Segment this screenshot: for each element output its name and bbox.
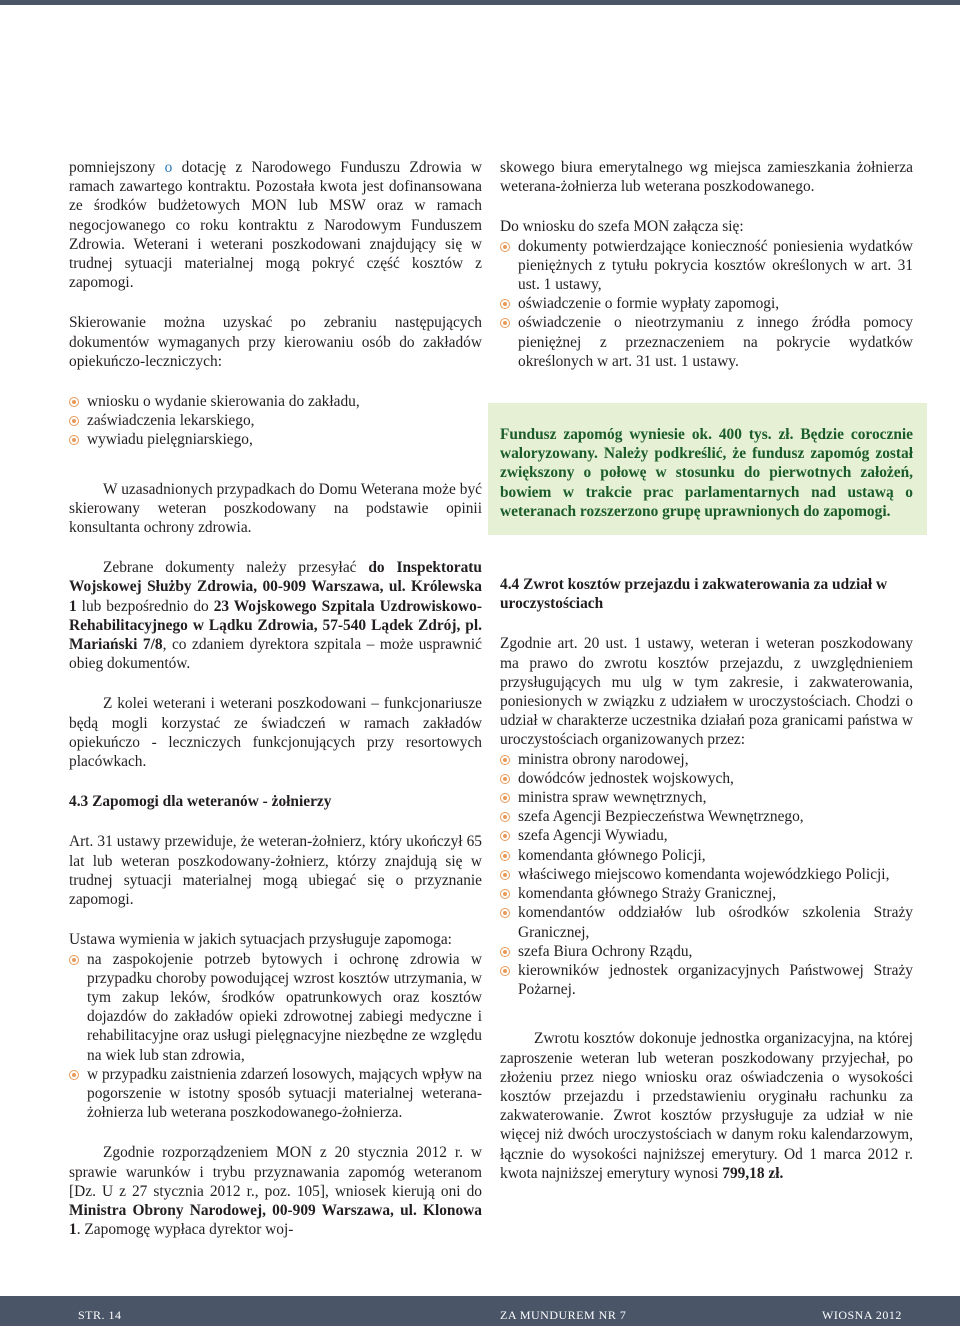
paragraph-referral: Skierowanie można uzyskać po zebraniu następujących dokumentów wymaganych przy kierowaniu osób do zakładów opiekuńczo-leczniczych:	[69, 314, 482, 370]
list-item: właściwego miejscowo komendanta wojewódzkiego Policji,	[500, 865, 913, 884]
paragraph-art-31: Art. 31 ustawy przewiduje, że weteran-żołnierz, który ukończył 65 lat lub weteran poszkodowany-żołnierz, którzy znajdują się w trudnej sytuacji materialnej mogą ubiegać się o przyznanie zapomogi.	[69, 833, 482, 909]
list-item: dowódców jednostek wojskowych,	[500, 769, 913, 788]
bullet-icon	[500, 242, 510, 252]
list-item: szefa Biura Ochrony Rządu,	[500, 942, 913, 961]
list-item: kierowników jednostek organizacyjnych Państwowej Straży Pożarnej.	[500, 961, 913, 999]
organizers-list	[500, 750, 913, 1000]
paragraph-attachments: Do wniosku do szefa MON załącza się:	[500, 218, 744, 236]
list-item: komendanta głównego Policji,	[500, 846, 913, 865]
section-heading-4-4: 4.4 Zwrot kosztów przejazdu i zakwaterowania za udział w uroczystościach	[500, 576, 888, 613]
list-item: ministra spraw wewnętrznych,	[500, 788, 913, 807]
paragraph-regulation: Zgodnie rozporządzeniem MON z 20 stycznia 2012 r. w sprawie warunków i trybu przyznawania zapomóg weteranom [Dz. U z 27 stycznia 2012 r., poz. 105], wniosek kierują oni do Ministra Obrony Narodowej, 00-909 Warszawa, ul. Klonowa 1. Zapomogę wypłaca dyrektor woj-	[69, 1144, 482, 1239]
list-item: oświadczenie o nieotrzymaniu z innego źródła pomocy pieniężnej z przeznaczeniem na pokrycie wydatków określonych w art. 31 ust. 1 ustawy.	[500, 313, 913, 371]
section-heading-4-3: 4.3 Zapomogi dla weteranów - żołnierzy	[69, 793, 332, 811]
situations-list	[69, 950, 482, 1123]
bullet-icon	[500, 947, 510, 957]
page-footer	[0, 1296, 960, 1326]
paragraph-situations: Ustawa wymienia w jakich sytuacjach przysługuje zapomoga:	[69, 931, 452, 949]
bullet-icon	[500, 812, 510, 822]
bullet-icon	[500, 831, 510, 841]
documents-list	[69, 392, 482, 450]
bullet-icon	[500, 793, 510, 803]
bullet-icon	[500, 318, 510, 328]
list-item: oświadczenie o formie wypłaty zapomogi,	[500, 294, 913, 313]
list-item: na zaspokojenie potrzeb bytowych i ochronę zdrowia w przypadku choroby powodującej wzrost kosztów utrzymania, w tym zakup leków, środków opatrunkowych oraz kosztów dojazdów do zakładów opieki zdrowotnej zabiegi medyczne i rehabilitacyjne oraz usługi pielęgnacyjne niezbędne ze względu na wiek lub stan zdrowia,	[69, 950, 482, 1065]
bullet-icon	[500, 889, 510, 899]
paragraph-reimbursement: Zwrotu kosztów dokonuje jednostka organizacyjna, na której zaproszenie weteran lub weteran poszkodowany przyjechał, po złożeniu przez niego wniosku oraz oświadczenia o wysokości kosztów przejazdu i przedstawieniu oryginału rachunku za zakwaterowanie. Zwrot kosztów przysługuje za udział w nie więcej niż dwóch uroczystościach w danym roku kalendarzowym, łącznie do wysokości najniższej emerytury. Od 1 marca 2012 r. kwota najniższej emerytury wynosi 799,18 zł.	[500, 1030, 913, 1182]
bullet-icon	[500, 851, 510, 861]
paragraph-intro: pomniejszony o dotację z Narodowego Funduszu Zdrowia w ramach zawartego kontraktu. Pozostała kwota jest dofinansowana ze środków budżetowych MON lub MSW oraz w ramach negocjowanego co roku kontraktu z Narodowym Funduszem Zdrowia. Weterani i weterani poszkodowani znajdujący się w trudnej sytuacji materialnej mogą pokryć część kosztów z zapomogi.	[69, 159, 482, 292]
right-column	[500, 158, 913, 1204]
page-number: STR. 14	[78, 1308, 122, 1322]
bullet-icon	[69, 1070, 79, 1080]
bullet-icon	[500, 966, 510, 976]
list-item: dokumenty potwierdzające konieczność poniesienia wydatków pieniężnych z tytułu pokrycia kosztów określonych w art. 31 ust. 1 ustawy,	[500, 237, 913, 295]
bullet-icon	[69, 416, 79, 426]
list-item: zaświadczenia lekarskiego,	[69, 411, 482, 430]
bullet-icon	[500, 774, 510, 784]
list-item: w przypadku zaistnienia zdarzeń losowych, mających wpływ na pogorszenie w istotny sposób sytuacji materialnej weterana-żołnierza lub weterana poszkodowanego-żołnierza.	[69, 1065, 482, 1123]
magazine-name: ZA MUNDUREM NR 7	[500, 1308, 627, 1322]
attachments-list	[500, 237, 913, 371]
fund-highlight-box: Fundusz zapomóg wyniesie ok. 400 tys. zł. Będzie corocznie waloryzowany. Należy podkreślić, że fundusz zapomóg został zwiększony o połowę w stosunku do pierwotnych założeń, bowiem w trakcie prac parlamentarnych nad ustawą o weteranach rozszerzono grupę uprawnionych do zapomogi.	[488, 403, 927, 535]
paragraph-officers: Z kolei weterani i weterani poszkodowani – funkcjonariusze będą mogli korzystać ze świadczeń w ramach zakładów opiekuńczo - leczniczych funkcjonujących przy resortowych placówkach.	[69, 695, 482, 771]
bullet-icon	[500, 755, 510, 765]
paragraph-justified-cases: W uzasadnionych przypadkach do Domu Weterana może być skierowany weteran poszkodowany na podstawie opinii konsultanta ochrony zdrowia.	[69, 480, 482, 537]
top-bar	[0, 0, 960, 5]
list-item: komendantów oddziałów lub ośrodków szkolenia Straży Granicznej,	[500, 903, 913, 941]
bullet-icon	[69, 435, 79, 445]
bullet-icon	[69, 955, 79, 965]
left-column	[69, 158, 482, 1260]
bullet-icon	[69, 397, 79, 407]
paragraph-continuation: skowego biura emerytalnego wg miejsca zamieszkania żołnierza weterana-żołnierza lub weterana poszkodowanego.	[500, 159, 913, 196]
list-item: komendanta głównego Straży Granicznej,	[500, 884, 913, 903]
paragraph-art-20: Zgodnie art. 20 ust. 1 ustawy, weteran i weteran poszkodowany ma prawo do zwrotu kosztów przejazdu, z uwzględnieniem przysługujących mu ulg w tym zakresie, i zakwaterowania, poniesionych w związku z udziałem w uroczystościach. Chodzi o udział w charakterze uczestnika działań poza granicami państwa w uroczystościach organizowanych przez:	[500, 635, 913, 749]
bullet-icon	[500, 908, 510, 918]
bullet-icon	[500, 299, 510, 309]
list-item: wywiadu pielęgniarskiego,	[69, 430, 482, 449]
list-item: wniosku o wydanie skierowania do zakładu,	[69, 392, 482, 411]
list-item: szefa Agencji Bezpieczeństwa Wewnętrznego,	[500, 807, 913, 826]
list-item: ministra obrony narodowej,	[500, 750, 913, 769]
bullet-icon	[500, 870, 510, 880]
paragraph-send-documents: Zebrane dokumenty należy przesyłać do Inspektoratu Wojskowej Służby Zdrowia, 00-909 Warszawa, ul. Królewska 1 lub bezpośrednio do 23 Wojskowego Szpitala Uzdrowiskowo-Rehabilitacyjnego w Lądku Zdrowia, 57-540 Lądek Zdrój, pl. Mariański 7/8, co zdaniem dyrektora szpitala – może usprawnić obieg dokumentów.	[69, 559, 482, 673]
list-item: szefa Agencji Wywiadu,	[500, 826, 913, 845]
issue-season: WIOSNA 2012	[822, 1308, 902, 1322]
